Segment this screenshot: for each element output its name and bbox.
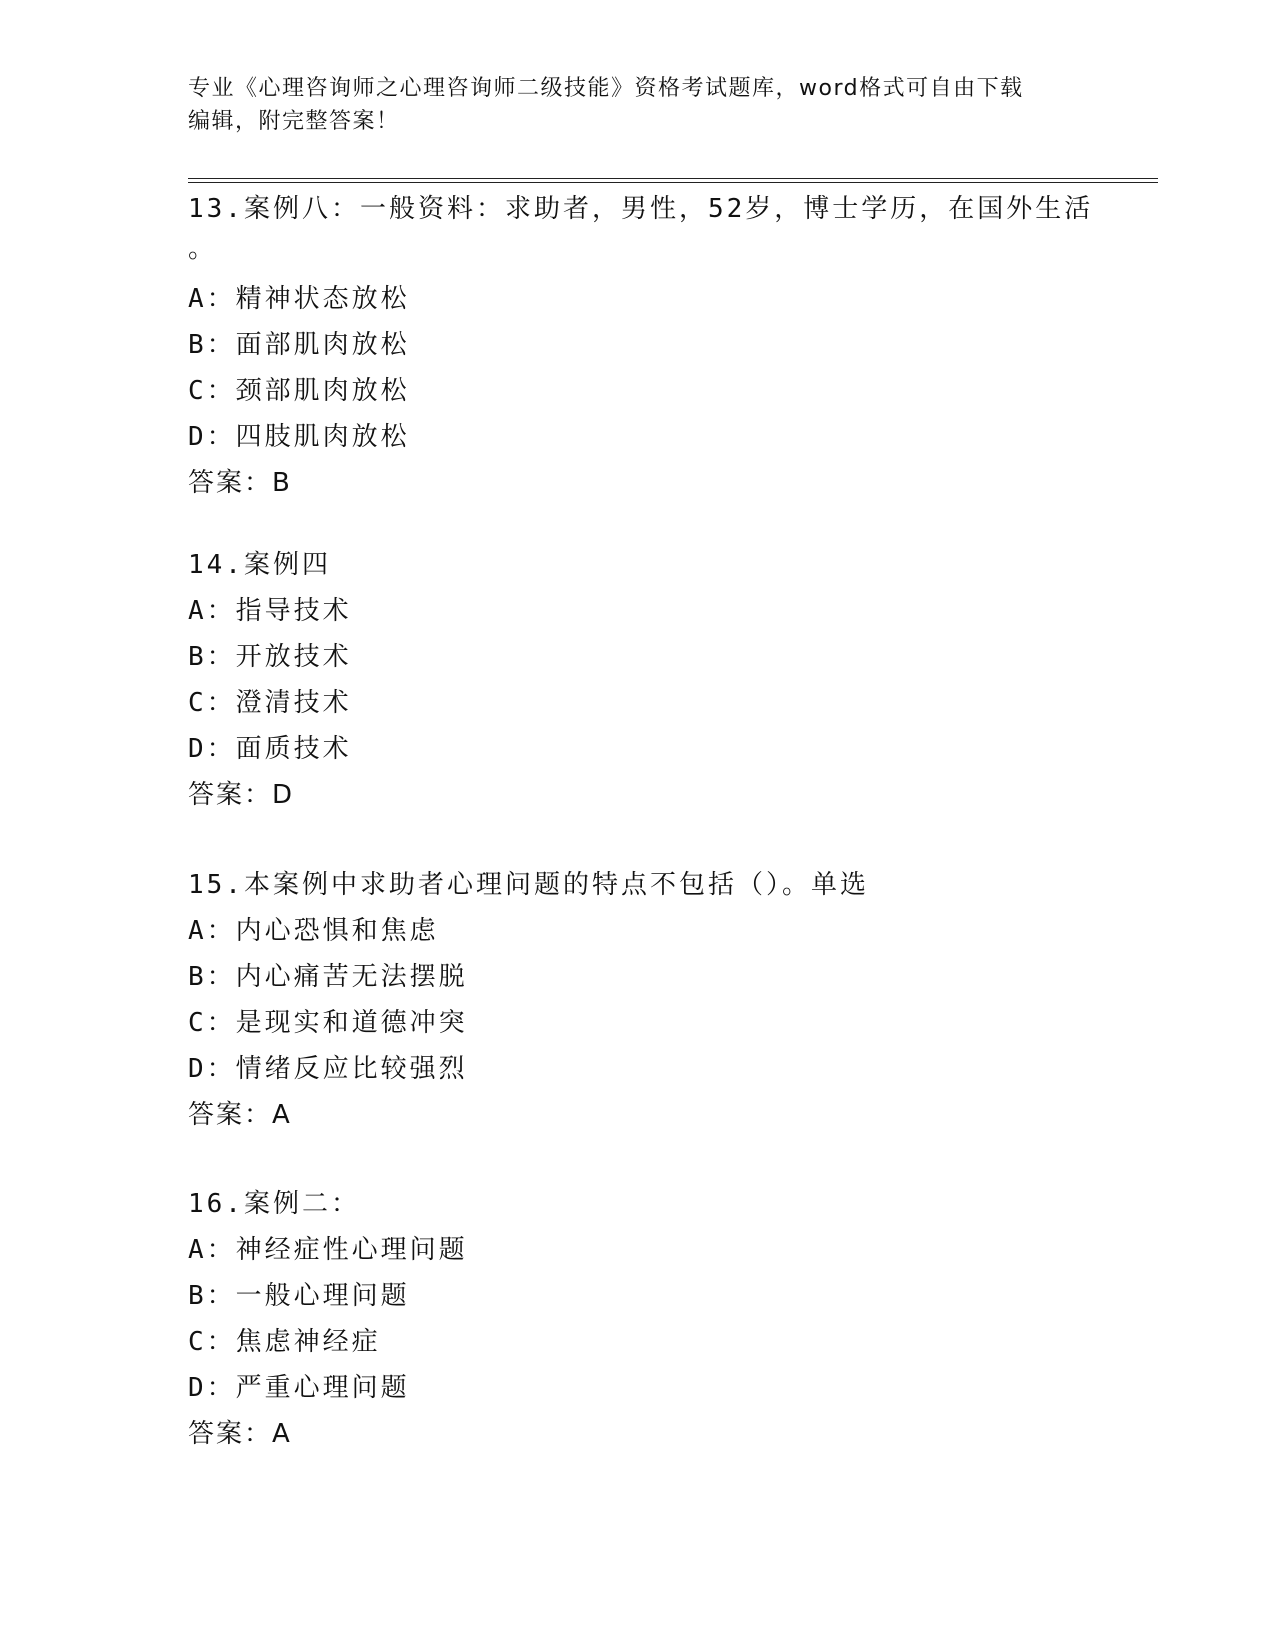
option-b: B：开放技术 [188, 642, 352, 672]
option-a: A：神经症性心理问题 [188, 1235, 468, 1265]
document-header [188, 72, 1088, 138]
document-page [188, 0, 1158, 1650]
option-d: D：情绪反应比较强烈 [188, 1054, 468, 1084]
option-d: D：严重心理问题 [188, 1373, 410, 1403]
answer: 答案：B [188, 468, 292, 498]
option-b: B：内心痛苦无法摆脱 [188, 962, 468, 992]
header-line-2: 编辑，附完整答案！ [188, 109, 400, 134]
answer: 答案：A [188, 1100, 292, 1130]
option-a: A：内心恐惧和焦虑 [188, 916, 439, 946]
header-line-1: 专业《心理咨询师之心理咨询师二级技能》资格考试题库，word格式可自由下载 [188, 76, 1024, 101]
option-b: B：一般心理问题 [188, 1281, 410, 1311]
option-c: C：颈部肌肉放松 [188, 376, 410, 406]
question-stem: 15.本案例中求助者心理问题的特点不包括（）。单选 [188, 870, 869, 900]
answer: 答案：D [188, 780, 295, 810]
question-stem-continuation: 。 [188, 234, 218, 264]
question-stem: 16.案例二： [188, 1189, 360, 1219]
option-b: B：面部肌肉放松 [188, 330, 410, 360]
question-14 [188, 542, 1128, 818]
question-13 [188, 186, 1128, 506]
question-15 [188, 862, 1128, 1138]
answer: 答案：A [188, 1419, 292, 1449]
question-stem: 13.案例八：一般资料：求助者，男性，52岁，博士学历，在国外生活 [188, 194, 1094, 224]
question-stem: 14.案例四 [188, 550, 331, 580]
option-c: C：澄清技术 [188, 688, 352, 718]
question-16 [188, 1181, 1128, 1457]
header-divider [188, 178, 1158, 183]
option-d: D：四肢肌肉放松 [188, 422, 410, 452]
option-a: A：精神状态放松 [188, 284, 410, 314]
option-c: C：是现实和道德冲突 [188, 1008, 468, 1038]
option-a: A：指导技术 [188, 596, 352, 626]
option-d: D：面质技术 [188, 734, 352, 764]
option-c: C：焦虑神经症 [188, 1327, 381, 1357]
